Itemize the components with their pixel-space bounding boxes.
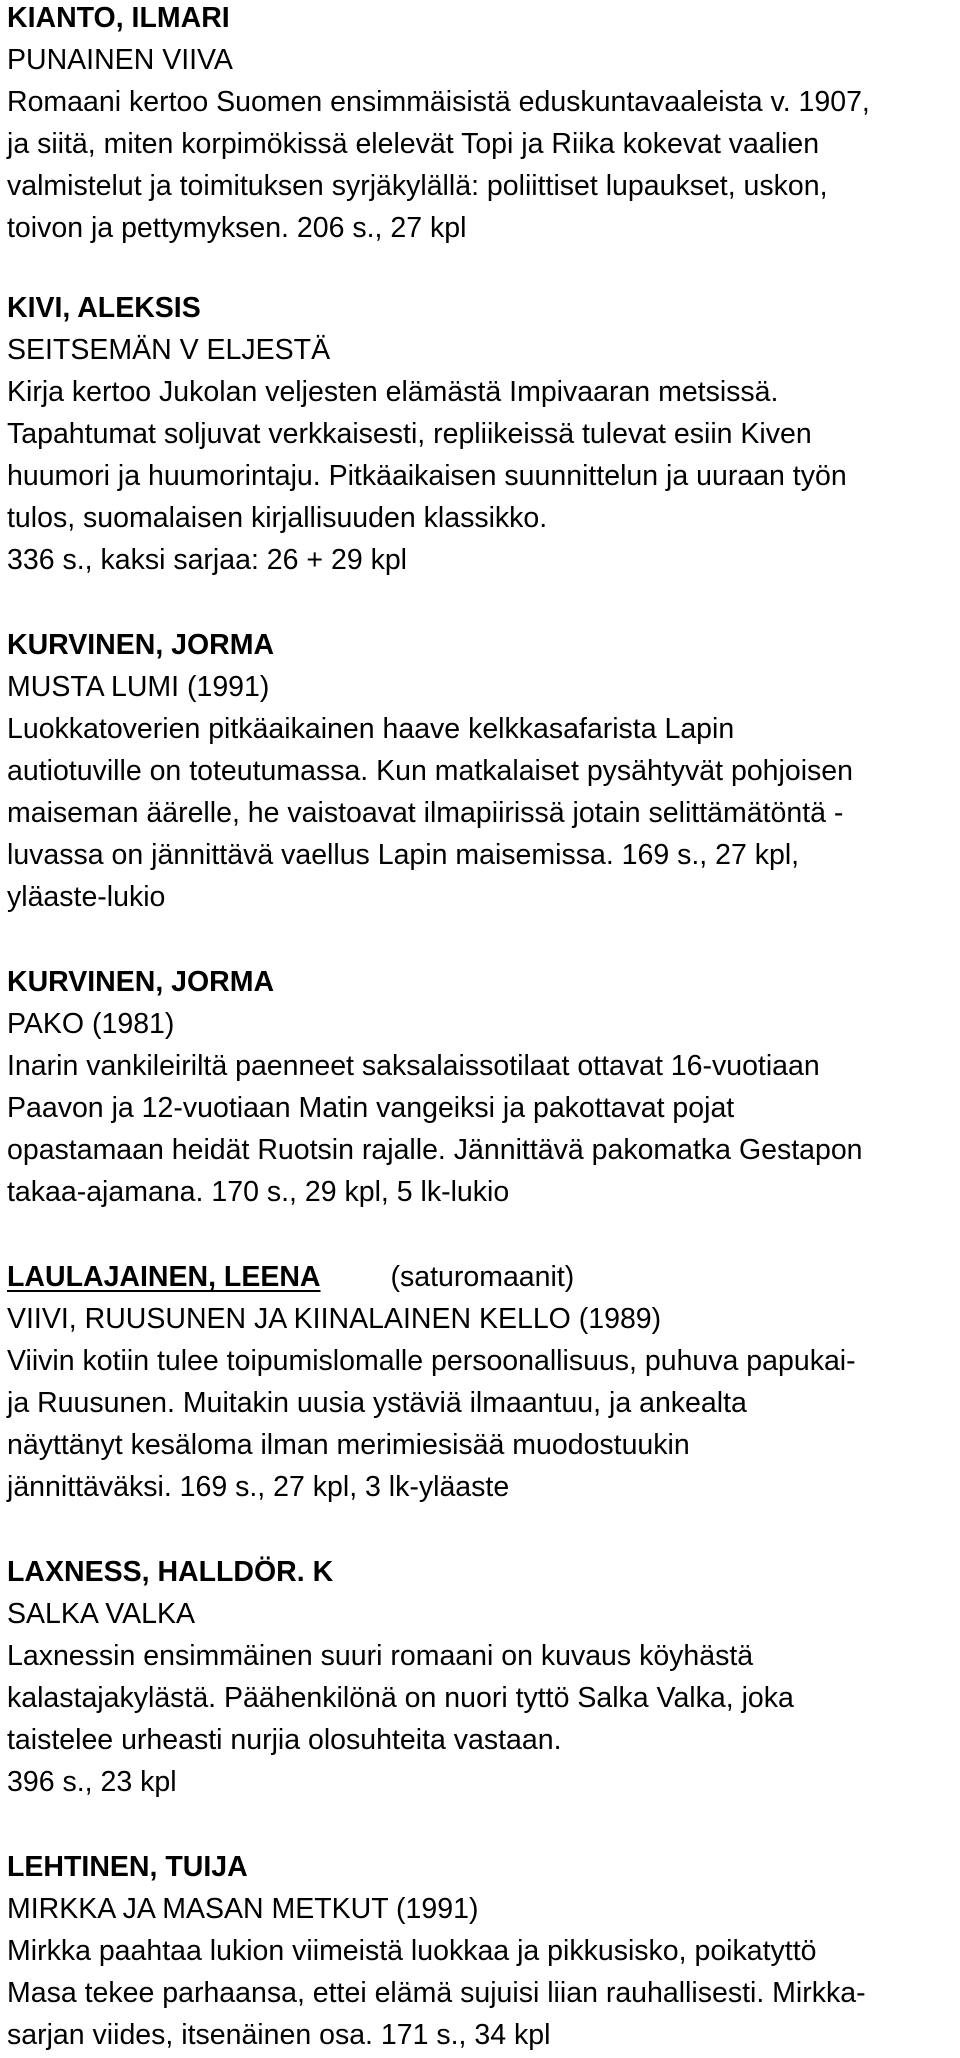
- entry-description-line: Viivin kotiin tulee toipumislomalle persoonallisuus, puhuva papukai-: [7, 1345, 856, 1377]
- entry-description-line: toivon ja pettymyksen. 206 s., 27 kpl: [7, 212, 467, 244]
- entry-author: LAXNESS, HALLDÖR. K: [7, 1556, 334, 1588]
- book-entry: [7, 624, 952, 918]
- entry-description-line: jännittäväksi. 169 s., 27 kpl, 3 lk-yläaste: [7, 1471, 510, 1503]
- entry-description-line: huumori ja huumorintaju. Pitkäaikaisen suunnittelun ja uuraan työn: [7, 460, 847, 492]
- entry-description-line: yläaste-lukio: [7, 881, 166, 913]
- entry-author: LEHTINEN, TUIJA: [7, 1851, 248, 1883]
- entry-description-line: kalastajakylästä. Päähenkilönä on nuori tyttö Salka Valka, joka: [7, 1682, 794, 1714]
- book-entry: [7, 1256, 952, 1508]
- entry-description-line: luvassa on jännittävä vaellus Lapin maisemissa. 169 s., 27 kpl,: [7, 839, 800, 871]
- entry-author: KIVI, ALEKSIS: [7, 292, 201, 324]
- entry-title: MUSTA LUMI (1991): [7, 671, 270, 703]
- entry-title: PAKO (1981): [7, 1008, 175, 1040]
- entry-author: KURVINEN, JORMA: [7, 629, 275, 661]
- entry-title: MIRKKA JA MASAN METKUT (1991): [7, 1893, 479, 1925]
- entry-description-line: Paavon ja 12-vuotiaan Matin vangeiksi ja pakottavat pojat: [7, 1092, 735, 1124]
- entry-description-line: autiotuville on toteutumassa. Kun matkalaiset pysähtyvät pohjoisen: [7, 755, 853, 787]
- entry-title: SALKA VALKA: [7, 1598, 196, 1630]
- entry-description-line: taistelee urheasti nurjia olosuhteita vastaan.: [7, 1724, 562, 1756]
- entry-description-line: näyttänyt kesäloma ilman merimiesisää muodostuukin: [7, 1429, 690, 1461]
- entry-description-line: 336 s., kaksi sarjaa: 26 + 29 kpl: [7, 544, 408, 576]
- entry-description-line: maiseman äärelle, he vaistoavat ilmapiirissä jotain selittämätöntä -: [7, 797, 844, 829]
- book-entry: [7, 1846, 952, 2056]
- entry-description-line: tulos, suomalaisen kirjallisuuden klassikko.: [7, 502, 548, 534]
- entry-description-line: ja Ruusunen. Muitakin uusia ystäviä ilmaantuu, ja ankealta: [7, 1387, 747, 1419]
- entry-author: KIANTO, ILMARI: [7, 2, 230, 34]
- entry-description-line: Kirja kertoo Jukolan veljesten elämästä Impivaaran metsissä.: [7, 376, 779, 408]
- entry-description-line: 396 s., 23 kpl: [7, 1766, 177, 1798]
- book-entry: [7, 287, 952, 581]
- entry-description-line: sarjan viides, itsenäinen osa. 171 s., 34 kpl: [7, 2019, 551, 2051]
- entry-description-line: Mirkka paahtaa lukion viimeistä luokkaa ja pikkusisko, poikatyttö: [7, 1935, 817, 1967]
- entry-description-line: Luokkatoverien pitkäaikainen haave kelkkasafarista Lapin: [7, 713, 735, 745]
- entry-author: KURVINEN, JORMA: [7, 966, 275, 998]
- book-entry: [7, 1551, 952, 1803]
- entry-description-line: Masa tekee parhaansa, ettei elämä sujuisi liian rauhallisesti. Mirkka-: [7, 1977, 866, 2009]
- entry-description-line: Tapahtumat soljuvat verkkaisesti, repliikeissä tulevat esiin Kiven: [7, 418, 812, 450]
- entry-title: VIIVI, RUUSUNEN JA KIINALAINEN KELLO (1989): [7, 1303, 662, 1335]
- entry-author: LAULAJAINEN, LEENA: [7, 1261, 321, 1293]
- entry-description-line: Laxnessin ensimmäinen suuri romaani on kuvaus köyhästä: [7, 1640, 754, 1672]
- entry-author-row: [7, 1256, 952, 1298]
- entry-description-line: ja siitä, miten korpimökissä elelevät Topi ja Riika kokevat vaalien: [7, 128, 820, 160]
- entry-description-line: takaa-ajamana. 170 s., 29 kpl, 5 lk-lukio: [7, 1176, 510, 1208]
- entry-genre: (saturomaanit): [390, 1261, 575, 1293]
- entry-description-line: valmistelut ja toimituksen syrjäkylällä: poliittiset lupaukset, uskon,: [7, 170, 828, 202]
- entry-description-line: opastamaan heidät Ruotsin rajalle. Jännittävä pakomatka Gestapon: [7, 1134, 863, 1166]
- entry-description-line: Inarin vankileiriltä paenneet saksalaissotilaat ottavat 16-vuotiaan: [7, 1050, 820, 1082]
- book-entry: [7, 961, 952, 1213]
- entry-title: SEITSEMÄN V ELJESTÄ: [7, 334, 331, 366]
- book-entry: [7, 0, 952, 249]
- entry-description-line: Romaani kertoo Suomen ensimmäisistä eduskuntavaaleista v. 1907,: [7, 86, 870, 118]
- entry-title: PUNAINEN VIIVA: [7, 44, 233, 76]
